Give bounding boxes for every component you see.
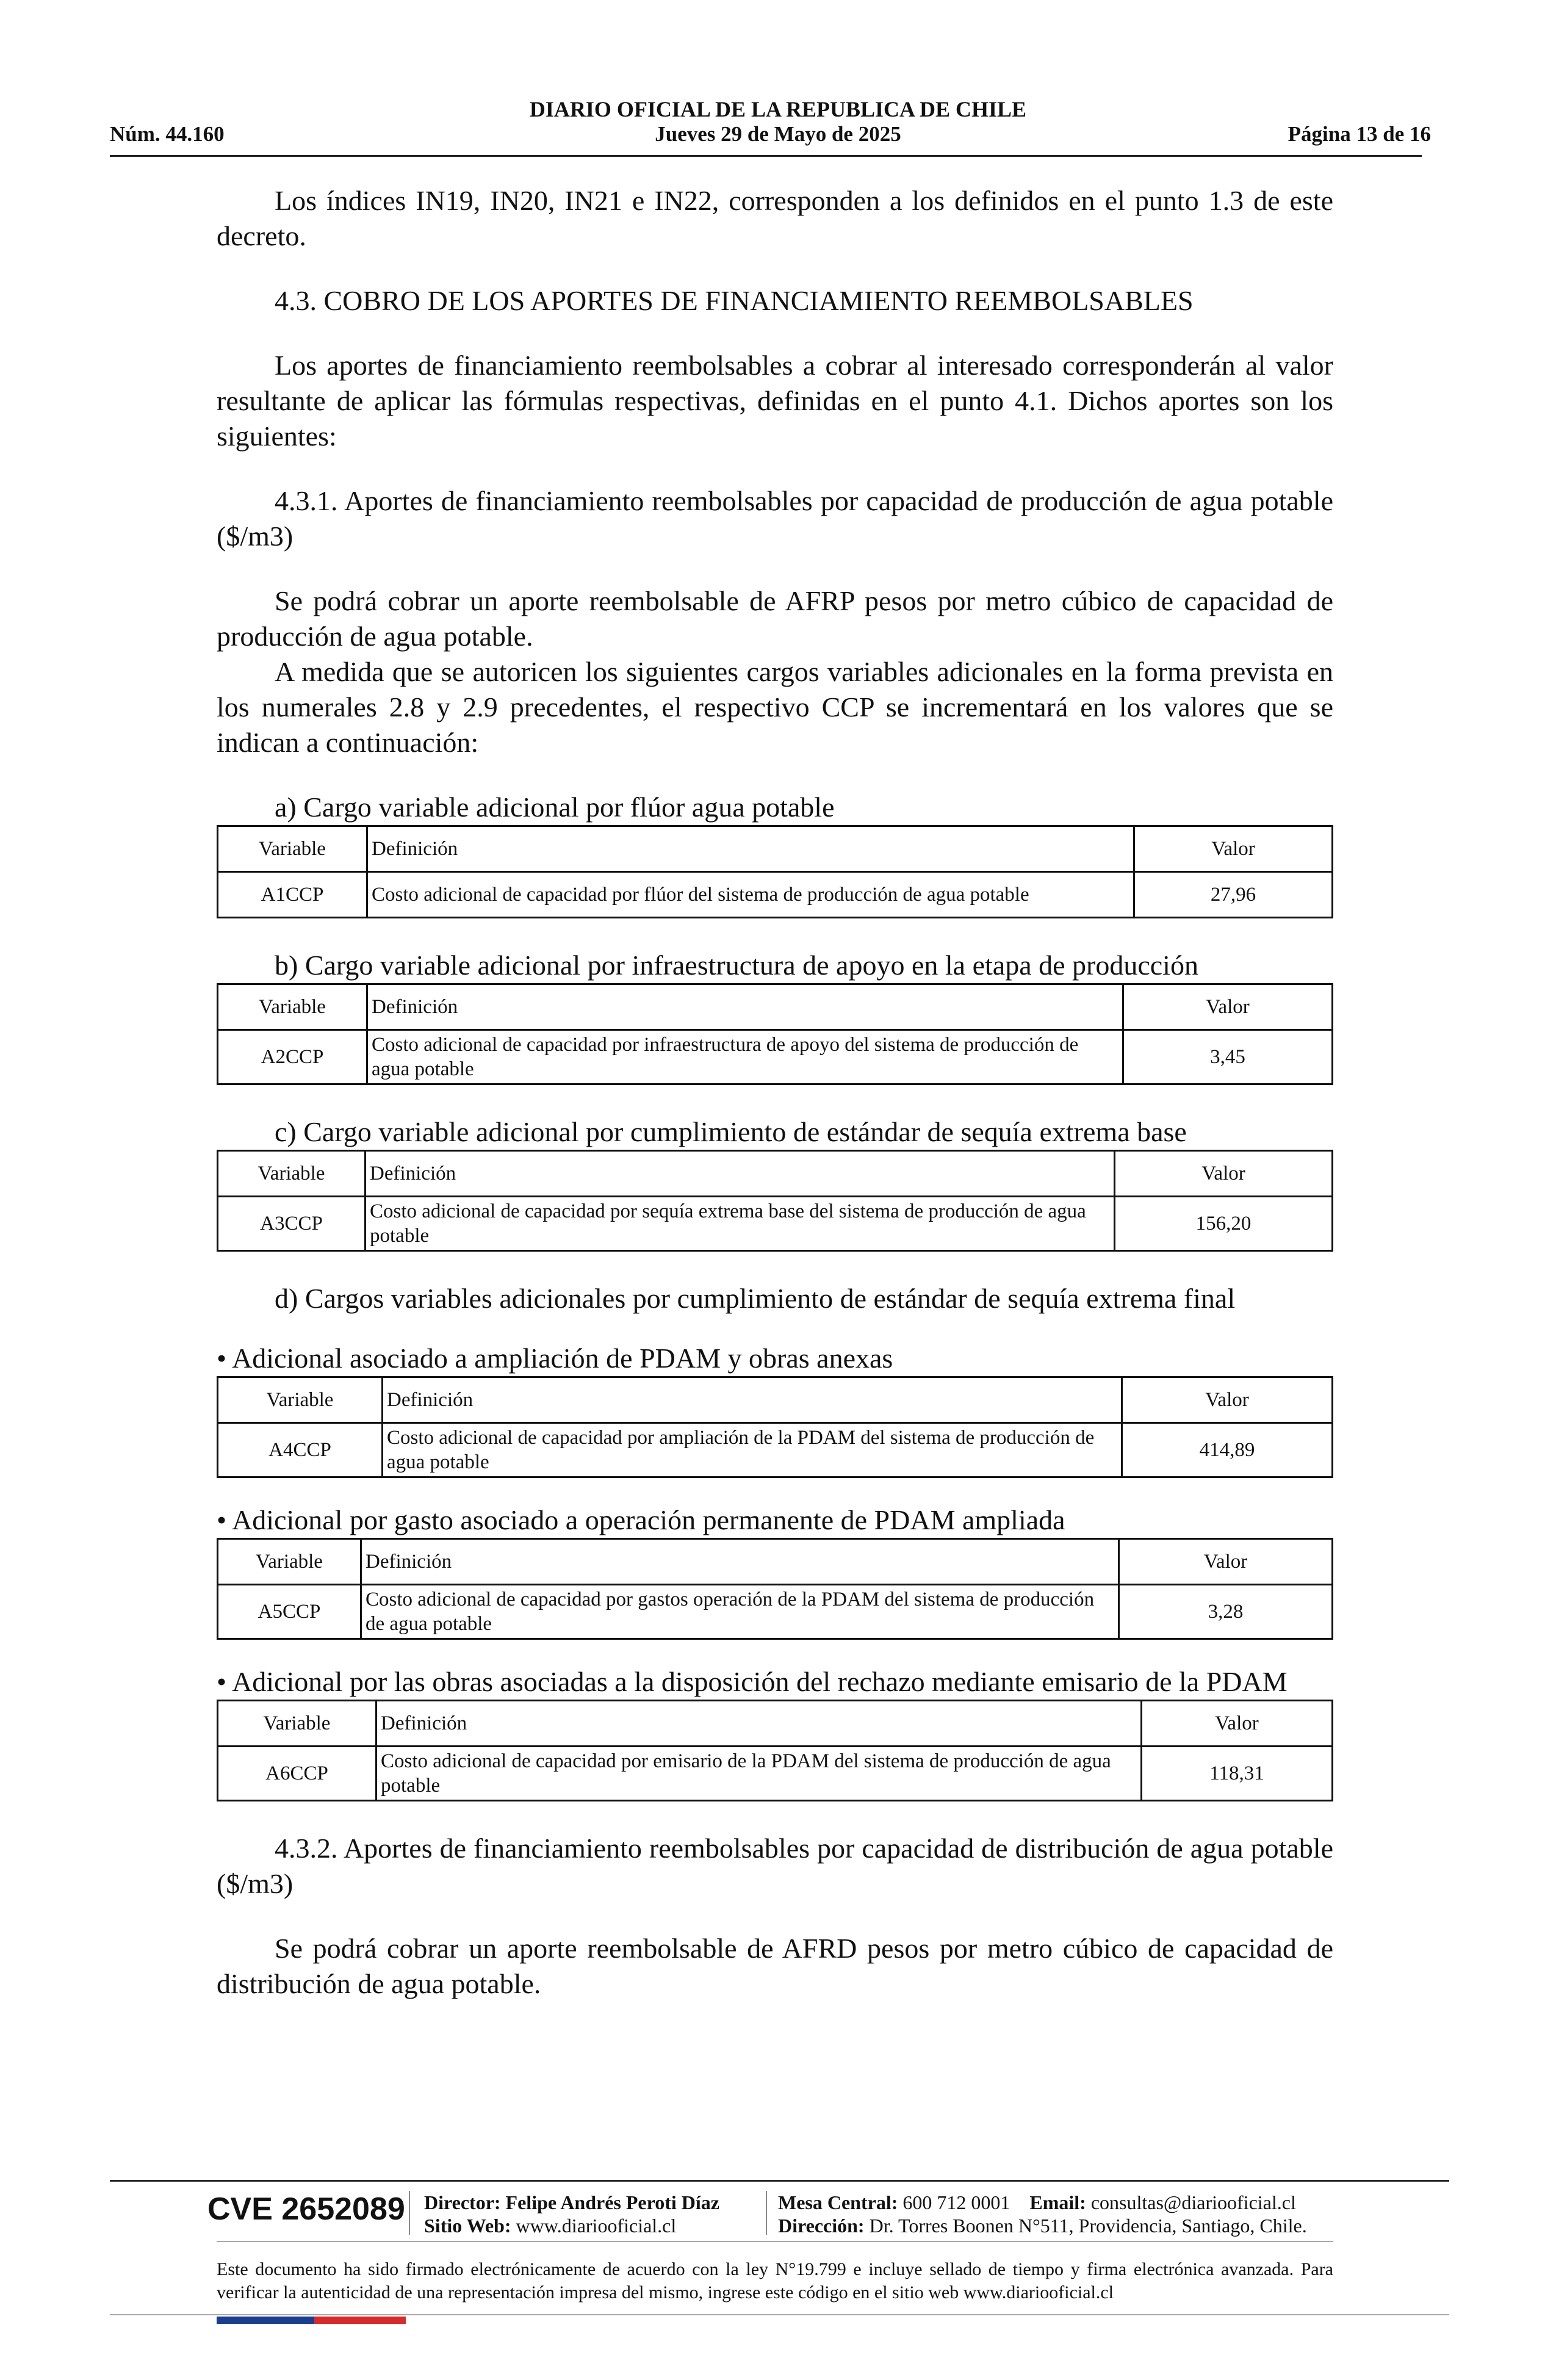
subheading-d: d) Cargos variables adicionales por cumplimiento de estándar de sequía extrema final [275, 1283, 1236, 1314]
footer-divider [110, 2180, 1449, 2182]
cell-variable: A2CCP [218, 1030, 367, 1084]
email-label: Email: [1029, 2191, 1086, 2213]
header-definicion: Definición [367, 826, 1134, 872]
header-variable: Variable [218, 1377, 383, 1423]
cell-valor: 414,89 [1122, 1423, 1333, 1477]
header-valor: Valor [1115, 1151, 1333, 1197]
table-a1ccp [217, 825, 1333, 918]
address-value: Dr. Torres Boonen N°511, Providencia, Santiago, Chile. [869, 2215, 1307, 2237]
paragraph-indices: Los índices IN19, IN20, IN21 e IN22, corresponden a los definidos en el punto 1.3 de este decreto. [217, 185, 1333, 251]
header-valor: Valor [1123, 984, 1333, 1030]
footer-director-block [424, 2191, 719, 2237]
cell-definicion: Costo adicional de capacidad por gastos operación de la PDAM del sistema de producción de agua potable [361, 1585, 1119, 1639]
cell-valor: 156,20 [1115, 1197, 1333, 1251]
cell-variable: A6CCP [218, 1747, 376, 1801]
newspaper-title: DIARIO OFICIAL DE LA REPUBLICA DE CHILE [529, 97, 1027, 121]
footer-bottom-divider [110, 2314, 1449, 2315]
header-definicion: Definición [367, 984, 1123, 1030]
cell-variable: A5CCP [218, 1585, 361, 1639]
mesa-phone: 600 712 0001 [902, 2191, 1010, 2213]
footer-contact-block [778, 2191, 1307, 2237]
footer-thin-divider [217, 2241, 1333, 2242]
table-a6ccp [217, 1700, 1333, 1801]
footer-separator [409, 2191, 410, 2235]
flag-bar-blue [217, 2317, 314, 2324]
mesa-label: Mesa Central: [778, 2191, 898, 2213]
email-link[interactable]: consultas@diariooficial.cl [1090, 2191, 1296, 2213]
cell-valor: 118,31 [1142, 1747, 1333, 1801]
header-valor: Valor [1122, 1377, 1333, 1423]
header-variable: Variable [218, 1539, 361, 1585]
header-valor: Valor [1134, 826, 1333, 872]
cve-code: CVE 2652089 [207, 2191, 405, 2227]
section-heading-4-3: 4.3. COBRO DE LOS APORTES DE FINANCIAMIENTO REEMBOLSABLES [275, 285, 1194, 316]
flag-bar-red [314, 2317, 406, 2324]
bullet-ampliacion-pdam: • Adicional asociado a ampliación de PDAM y obras anexas [217, 1343, 893, 1374]
table-a4ccp [217, 1376, 1333, 1478]
header-valor: Valor [1119, 1539, 1333, 1585]
header-variable: Variable [218, 1151, 366, 1197]
header-definicion: Definición [361, 1539, 1119, 1585]
cell-valor: 27,96 [1134, 872, 1333, 918]
address-label: Dirección: [778, 2215, 865, 2237]
cell-valor: 3,28 [1119, 1585, 1333, 1639]
table-a2ccp [217, 983, 1333, 1085]
cell-definicion: Costo adicional de capacidad por emisario de la PDAM del sistema de producción de agua potable [376, 1747, 1142, 1801]
cell-definicion: Costo adicional de capacidad por infraestructura de apoyo del sistema de producción de agua potable [367, 1030, 1123, 1084]
header-variable: Variable [218, 984, 367, 1030]
cell-variable: A1CCP [218, 872, 367, 918]
paragraph-cargos-variables: A medida que se autoricen los siguientes cargos variables adicionales en la forma prevista en los numerales 2.8 y 2.9 precedentes, el respectivo CCP se incrementará en los valores que se indican a continuación: [217, 656, 1333, 758]
cell-definicion: Costo adicional de capacidad por ampliación de la PDAM del sistema de producción de agua potable [383, 1423, 1122, 1477]
site-link[interactable]: www.diariooficial.cl [516, 2215, 677, 2237]
bullet-operacion-pdam: • Adicional por gasto asociado a operación permanente de PDAM ampliada [217, 1504, 1065, 1535]
header-valor: Valor [1142, 1701, 1333, 1747]
header-divider [110, 155, 1422, 157]
page-number: Página 13 de 16 [1288, 122, 1431, 146]
cell-definicion: Costo adicional de capacidad por flúor del sistema de producción de agua potable [367, 872, 1134, 918]
header-definicion: Definición [376, 1701, 1142, 1747]
cell-definicion: Costo adicional de capacidad por sequía extrema base del sistema de producción de agua potable [366, 1197, 1115, 1251]
table-a3ccp [217, 1150, 1333, 1252]
subheading-c: c) Cargo variable adicional por cumplimiento de estándar de sequía extrema base [275, 1116, 1187, 1147]
paragraph-afrd: Se podrá cobrar un aporte reembolsable de AFRD pesos por metro cúbico de capacidad de distribución de agua potable. [217, 1933, 1333, 1999]
issue-number: Núm. 44.160 [110, 122, 225, 146]
cell-variable: A4CCP [218, 1423, 383, 1477]
subheading-a: a) Cargo variable adicional por flúor agua potable [275, 792, 835, 823]
director-label: Director: [424, 2191, 501, 2213]
cell-variable: A3CCP [218, 1197, 366, 1251]
bullet-emisario-pdam: • Adicional por las obras asociadas a la disposición del rechazo mediante emisario de la PDAM [217, 1666, 1288, 1697]
document-body [217, 183, 1333, 2002]
header-definicion: Definición [366, 1151, 1115, 1197]
section-heading-4-3-2: 4.3.2. Aportes de financiamiento reembolsables por capacidad de distribución de agua potable ($/m3) [217, 1833, 1333, 1899]
issue-date: Jueves 29 de Mayo de 2025 [655, 122, 901, 146]
table-a5ccp [217, 1538, 1333, 1640]
director-name: Felipe Andrés Peroti Díaz [505, 2191, 719, 2213]
header-definicion: Definición [383, 1377, 1122, 1423]
signature-notice: Este documento ha sido firmado electrónicamente de acuerdo con la ley N°19.799 e incluye sellado de tiempo y firma electrónica avanzada. Para verificar la autenticidad de una representación impresa del mismo, ingrese este código en el sitio web www.diariooficial.cl [217, 2259, 1333, 2302]
site-label: Sitio Web: [424, 2215, 511, 2237]
subheading-b: b) Cargo variable adicional por infraestructura de apoyo en la etapa de producción [275, 950, 1198, 981]
paragraph-aportes: Los aportes de financiamiento reembolsables a cobrar al interesado corresponderán al valor resultante de aplicar las fórmulas respectivas, definidas en el punto 4.1. Dichos aportes son los siguientes: [217, 350, 1333, 452]
cell-valor: 3,45 [1123, 1030, 1333, 1084]
footer-separator [766, 2191, 767, 2235]
section-heading-4-3-1: 4.3.1. Aportes de financiamiento reembolsables por capacidad de producción de agua potable ($/m3) [217, 485, 1333, 552]
paragraph-afrp: Se podrá cobrar un aporte reembolsable de AFRP pesos por metro cúbico de capacidad de producción de agua potable. [217, 585, 1333, 652]
header-variable: Variable [218, 1701, 376, 1747]
header-variable: Variable [218, 826, 367, 872]
